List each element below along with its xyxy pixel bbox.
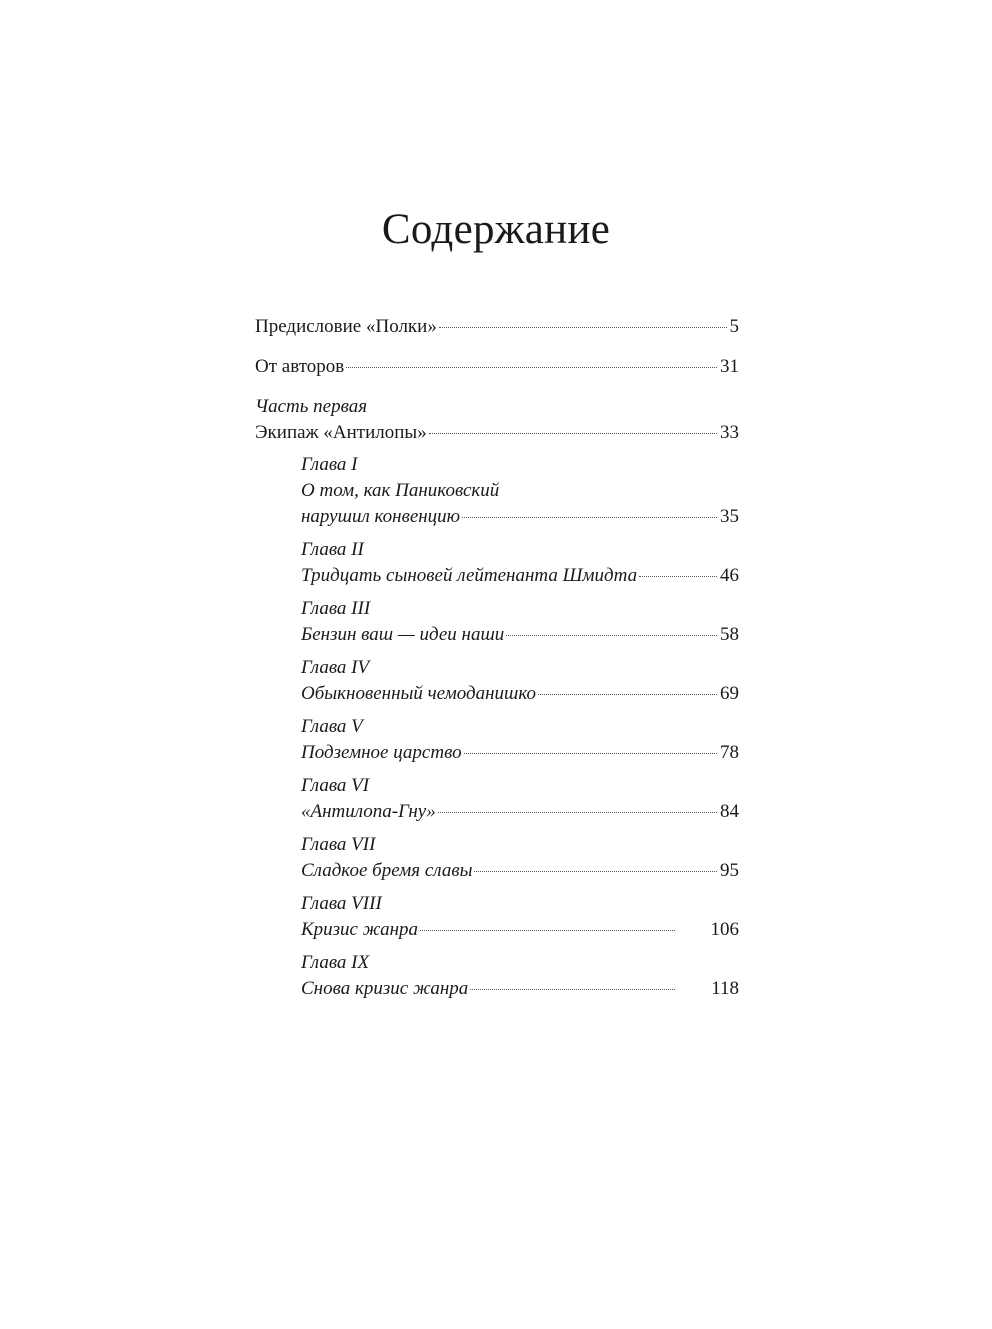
chapter-number: Глава VII (301, 834, 376, 855)
toc-chapter-9[interactable] (301, 950, 739, 1002)
dot-leader (470, 989, 675, 990)
chapter-title-line (301, 563, 739, 589)
dot-leader (346, 367, 717, 368)
chapter-title-line (301, 622, 739, 648)
chapter-page: 95 (720, 860, 739, 881)
chapter-page: 106 (710, 919, 739, 940)
chapter-number: Глава VI (301, 775, 370, 796)
toc-chapter-4[interactable] (301, 655, 739, 707)
chapter-title-line (301, 681, 739, 707)
toc-entry-page: 5 (729, 316, 739, 337)
chapter-title: Бензин ваш — идеи наши (301, 624, 505, 645)
chapter-page: 35 (720, 506, 739, 527)
chapter-title: нарушил конвенцию (301, 506, 461, 527)
chapter-title-line (301, 740, 739, 766)
dot-leader (538, 694, 717, 695)
chapter-title: Снова кризис жанра (301, 978, 469, 999)
toc-entry-page: 33 (720, 422, 739, 443)
chapter-title: Тридцать сыновей лейтенанта Шмидта (301, 565, 638, 586)
chapter-title-line (301, 504, 739, 530)
chapter-page: 78 (720, 742, 739, 763)
dot-leader (464, 753, 717, 754)
toc-entry-preface[interactable] (255, 314, 739, 340)
toc-chapter-5[interactable] (301, 714, 739, 766)
toc-entry-part-title[interactable] (255, 420, 739, 446)
toc-entry-authors[interactable] (255, 354, 739, 380)
dot-leader (429, 433, 717, 434)
dot-leader (474, 871, 717, 872)
toc-chapter-2[interactable] (301, 537, 739, 589)
chapter-title-line (301, 799, 739, 825)
toc-chapter-6[interactable] (301, 773, 739, 825)
toc-entry-label: Предисловие «Полки» (255, 316, 437, 337)
table-of-contents (255, 314, 739, 1009)
chapter-page: 58 (720, 624, 739, 645)
dot-leader (438, 812, 717, 813)
chapter-title: Подземное царство (301, 742, 462, 763)
chapter-title-line (301, 858, 739, 884)
chapter-number: Глава IV (301, 657, 370, 678)
toc-entry-label: От авторов (255, 356, 345, 377)
toc-chapter-8[interactable] (301, 891, 739, 943)
chapter-number: Глава IX (301, 952, 370, 973)
dot-leader (462, 517, 717, 518)
dot-leader (506, 635, 717, 636)
chapter-title-line (301, 917, 739, 943)
chapter-title: Кризис жанра (301, 919, 419, 940)
chapter-title-line1: О том, как Паниковский (301, 480, 500, 501)
dot-leader (420, 930, 674, 931)
chapter-title: Сладкое бремя славы (301, 860, 473, 881)
part-heading: Часть первая (255, 396, 368, 417)
chapter-list (301, 452, 739, 1002)
toc-chapter-7[interactable] (301, 832, 739, 884)
chapter-title: Обыкновенный чемоданишко (301, 683, 537, 704)
toc-chapter-1[interactable] (301, 452, 739, 530)
dot-leader (639, 576, 717, 577)
toc-chapter-3[interactable] (301, 596, 739, 648)
toc-entry-page: 31 (720, 356, 739, 377)
chapter-page: 118 (711, 978, 739, 999)
chapter-title-line (301, 976, 739, 1002)
dot-leader (439, 327, 727, 328)
chapter-title: «Антилопа-Гну» (301, 801, 436, 822)
part-title: Экипаж «Антилопы» (255, 422, 427, 443)
chapter-page: 84 (720, 801, 739, 822)
chapter-number: Глава II (301, 539, 364, 560)
chapter-number: Глава VIII (301, 893, 382, 914)
chapter-page: 46 (720, 565, 739, 586)
chapter-number: Глава V (301, 716, 363, 737)
chapter-page: 69 (720, 683, 739, 704)
toc-part-one (255, 394, 739, 446)
chapter-number: Глава I (301, 454, 358, 475)
page-title: Содержание (381, 206, 611, 253)
chapter-number: Глава III (301, 598, 371, 619)
